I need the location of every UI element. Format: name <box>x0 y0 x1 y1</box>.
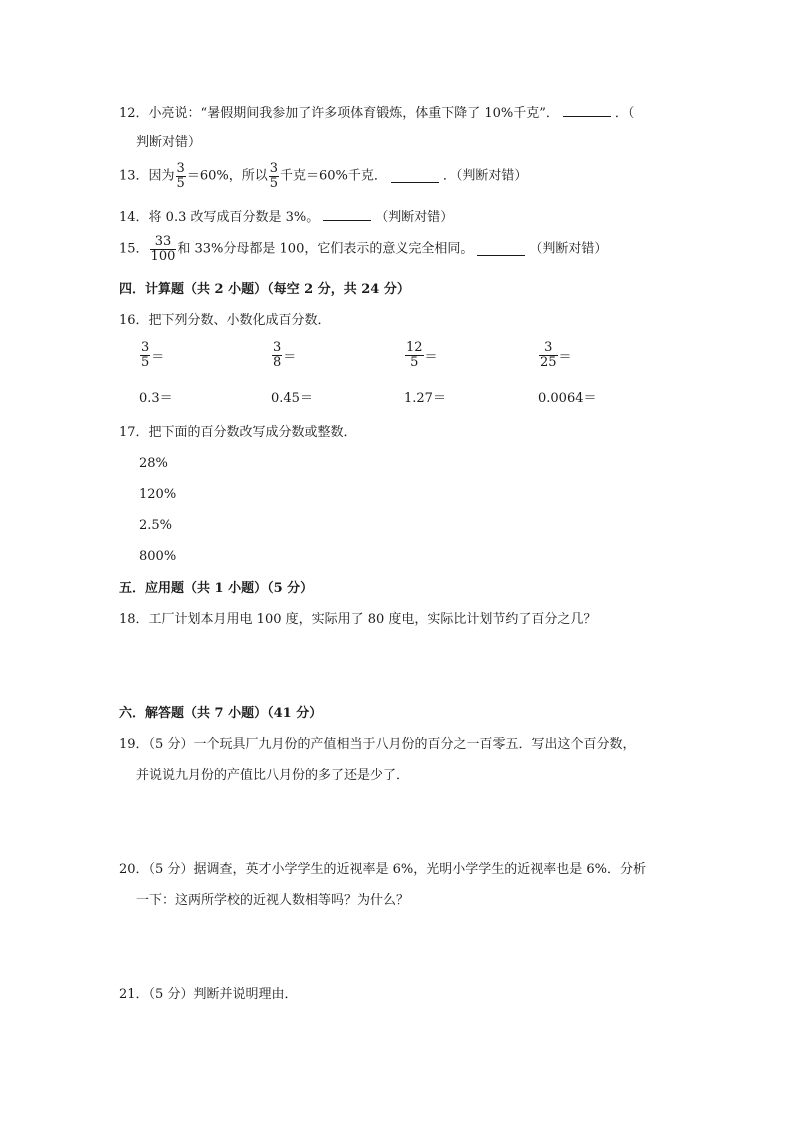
question-19-line2: 并说说九月份的产值比八月份的多了还是少了． <box>136 768 410 783</box>
q16-decimal-3: 1.27＝ <box>404 391 446 406</box>
section-6-heading: 六．解答题（共 7 小题）（41 分） <box>119 706 323 721</box>
fraction-33-100: $\frac{33}{100}$ <box>150 234 176 264</box>
question-13-suffix: 千克＝60%千克． <box>280 168 387 184</box>
question-13-mid: ＝60%，所以 <box>186 168 268 184</box>
question-13-prefix: 13．因为 <box>119 168 175 184</box>
question-14 <box>119 208 453 226</box>
q16-fraction-3: $\frac{12}{5}$ ＝ <box>406 340 438 370</box>
answer-blank-13[interactable] <box>391 170 439 183</box>
fraction-3-5: $\frac{3}{5}$ <box>176 161 185 191</box>
answer-blank-14[interactable] <box>323 208 371 221</box>
q16-decimal-2: 0.45＝ <box>271 391 313 406</box>
question-15-text: 和 33%分母都是 100，它们表示的意义完全相同。 <box>177 241 474 257</box>
question-15-prefix: 15． <box>119 241 149 257</box>
q17-item-1: 28% <box>139 456 168 471</box>
section-4-heading: 四．计算题（共 2 小题）（每空 2 分，共 24 分） <box>119 282 410 297</box>
q16-fraction-2: $\frac{3}{8}$ ＝ <box>273 340 297 370</box>
question-21: 21．（5 分）判断并说明理由． <box>119 987 298 1002</box>
q17-item-2: 120% <box>139 487 177 502</box>
question-19: 19．（5 分）一个玩具厂九月份的产值相当于八月份的百分之一百零五．写出这个百分数， <box>119 737 636 752</box>
answer-blank-15[interactable] <box>477 243 525 256</box>
q17-item-4: 800% <box>139 549 177 564</box>
question-12-text: 12．小亮说：“暑假期间我参加了许多项体育锻炼，体重下降了 10%千克”． <box>119 106 559 121</box>
question-20: 20．（5 分）据调查，英才小学学生的近视率是 6%，光明小学学生的近视率也是 6%．分析 <box>119 862 646 877</box>
answer-blank-12[interactable] <box>563 104 611 117</box>
q17-item-3: 2.5% <box>139 518 173 533</box>
q16-decimal-1: 0.3＝ <box>139 391 173 406</box>
q16-fraction-1: $\frac{3}{5}$ ＝ <box>141 340 165 370</box>
question-14-text: 14．将 0.3 改写成百分数是 3%。 <box>119 210 320 225</box>
q16-fraction-4: $\frac{3}{25}$ ＝ <box>540 340 572 370</box>
section-5-heading: 五．应用题（共 1 小题）（5 分） <box>119 581 314 596</box>
question-15-tail: （判断对错） <box>529 241 608 257</box>
q16-decimal-4: 0.0064＝ <box>538 391 597 406</box>
question-13 <box>119 162 527 191</box>
question-16: 16．把下列分数、小数化成百分数． <box>119 313 331 328</box>
question-15 <box>119 235 607 264</box>
question-18: 18．工厂计划本月用电 100 度，实际用了 80 度电，实际比计划节约了百分之几？ <box>119 612 597 627</box>
question-12-tail: ．（ <box>614 106 635 121</box>
question-13-tail: ．（判断对错） <box>442 168 528 184</box>
question-12-line2: 判断对错） <box>136 135 202 150</box>
question-20-line2: 一下：这两所学校的近视人数相等吗？为什么？ <box>136 893 410 908</box>
fraction-3-5-second: $\frac{3}{5}$ <box>269 161 279 191</box>
question-17: 17．把下面的百分数改写成分数或整数． <box>119 425 357 440</box>
question-12 <box>119 104 634 122</box>
question-14-tail: （判断对错） <box>375 210 454 225</box>
